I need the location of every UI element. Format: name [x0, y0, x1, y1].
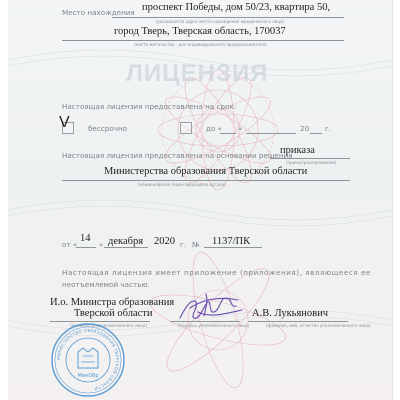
- date-day: 14: [80, 233, 91, 244]
- appendix-text-line1: Настоящая лицензия имеет приложение (приложения), являющееся ее: [62, 268, 372, 277]
- address-street-caption: (указывается адрес места нахождения юридического лица): [156, 19, 285, 24]
- signer-position-line2: Тверской области: [74, 308, 153, 319]
- address-street-line: [112, 17, 344, 18]
- term-label: Настоящая лицензия предоставлена на срок:: [62, 102, 237, 111]
- date-year-suffix: г.: [180, 240, 187, 249]
- until-quote: »: [238, 124, 243, 133]
- check-mark: V: [59, 114, 70, 131]
- signer-name-caption: (фамилия, имя, отчество уполномоченного лица): [266, 323, 371, 328]
- signer-position-line1: И.о. Министра образования: [50, 297, 175, 308]
- address-city-caption: (место жительства - для индивидуального предпринимателя): [134, 42, 267, 47]
- until-year-end: г.: [325, 124, 332, 133]
- signer-name: А.В. Лукьянович: [252, 308, 329, 319]
- address-label: Место нахождения: [62, 8, 135, 17]
- number-label: №: [192, 240, 200, 249]
- until-label: до «: [206, 124, 223, 133]
- rosette-ornament: [146, 70, 291, 392]
- until-day-line: [220, 133, 236, 134]
- signature-line: [170, 321, 240, 322]
- stamp-ring-text: МИНИСТЕРСТВО ОБРАЗОВАНИЯ ТВЕРСКОЙ ОБЛАСТИ: [55, 327, 121, 392]
- signer-name-line: [248, 321, 348, 322]
- until-month-line: [246, 133, 296, 134]
- date-month-line: [104, 247, 148, 248]
- indefinite-label: бессрочно: [88, 124, 128, 133]
- basis-decision: приказа: [280, 145, 315, 156]
- signer-position-caption: (должность уполномоченного лица): [70, 323, 147, 328]
- date-close-quote: »: [99, 240, 104, 249]
- official-stamp: [50, 322, 126, 398]
- address-city-line: [62, 40, 344, 41]
- order-number-line: [204, 247, 262, 248]
- until-year-prefix: 20: [300, 124, 310, 133]
- date-day-line: [76, 247, 96, 248]
- basis-authority: Министерства образования Тверской области: [104, 166, 308, 177]
- basis-decision-caption: (приказ/распоряжение): [286, 160, 337, 165]
- watermark-text: ЛИЦЕНЗИЯ: [126, 60, 269, 87]
- until-checkbox: [180, 122, 192, 134]
- date-from-label: от «: [62, 240, 78, 249]
- basis-label: Настоящая лицензия предоставлена на основании решения: [62, 151, 293, 160]
- stamp-inner-text: МинОбр: [77, 373, 99, 379]
- order-number: 1137/ПК: [212, 236, 251, 247]
- address-city: город Тверь, Тверская область, 170037: [114, 26, 286, 37]
- license-page: [8, 0, 393, 400]
- date-month: декабря: [108, 236, 144, 247]
- basis-authority-caption: (наименование лицензирующего органа): [138, 182, 226, 187]
- basis-authority-line: [62, 180, 350, 181]
- appendix-text-line2: неотъемлемой частью.: [62, 280, 150, 289]
- basis-decision-line: [270, 158, 350, 159]
- address-street: проспект Победы, дом 50/23, квартира 50,: [142, 2, 331, 13]
- handwritten-signature: [176, 288, 246, 328]
- until-year-line: [310, 133, 322, 134]
- date-year: 2020: [154, 236, 175, 247]
- signature-caption: (подпись уполномоченного лица): [178, 323, 250, 328]
